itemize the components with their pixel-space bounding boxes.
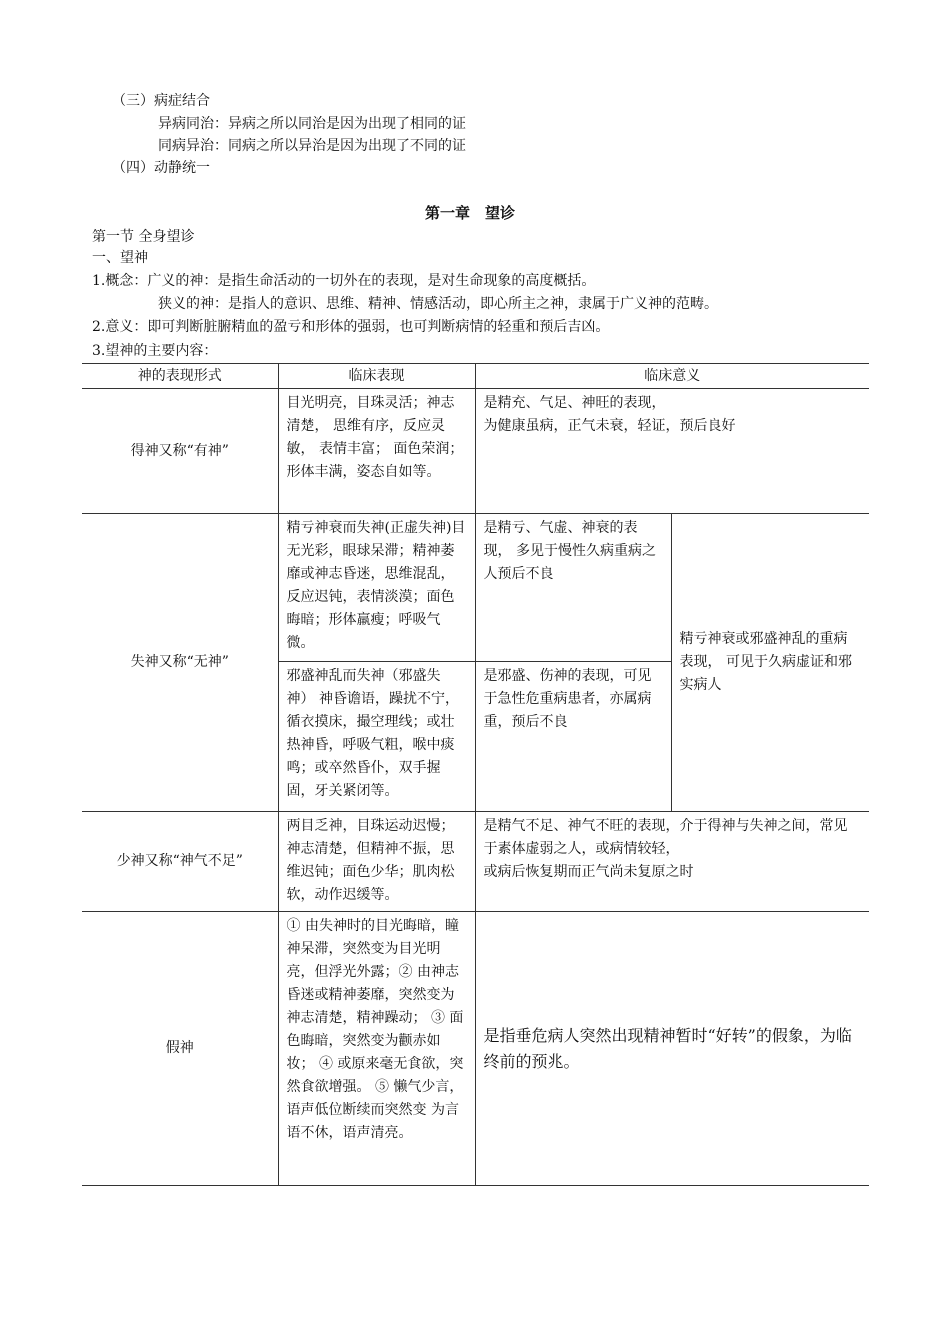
header-meaning: 临床意义	[475, 364, 869, 389]
table-row	[82, 812, 869, 912]
row-form: 得神又称“有神”	[82, 389, 278, 514]
section-title: 第一节 全身望诊	[92, 229, 195, 245]
meaning-line: 2.意义：即可判断脏腑精血的盈亏和形体的强弱，也可判断病情的轻重和预后吉凶。	[92, 319, 610, 335]
sub-title: 一、望神	[92, 250, 148, 266]
row-meaning	[475, 389, 869, 514]
row-form: 少神又称“神气不足”	[82, 812, 278, 912]
row-form: 假神	[82, 912, 278, 1186]
row-clinical: 精亏神衰而失神(正虚失神)目无光彩，眼球呆滞；精神萎靡或神志昏迷，思维混乱，反应迟钝，表情淡漠；面色晦暗；形体羸瘦；呼吸气微。	[278, 514, 475, 662]
row-form: 失神又称“无神”	[82, 514, 278, 812]
row-clinical: 邪盛神乱而失神（邪盛失神） 神昏谵语，躁扰不宁，循衣摸床，撮空理线；或壮热神昏，呼吸气粗，喉中痰鸣；或卒然昏仆，双手握固，牙关紧闭等。	[278, 662, 475, 812]
row-meaning: 是指垂危病人突然出现精神暂时“好转”的假象，为临终前的预兆。	[475, 912, 869, 1186]
row-meaning: 是邪盛、伤神的表现，可见于急性危重病患者，亦属病重，预后不良	[475, 662, 671, 812]
row-meaning	[475, 812, 869, 912]
row-meaning-line-2: 为健康虽病，正气未衰，轻证，预后良好	[483, 418, 736, 434]
content-title: 3.望神的主要内容：	[92, 343, 218, 359]
section-3-line-2: 同病异治：同病之所以异治是因为出现了不同的证	[158, 138, 466, 154]
row-meaning-line-1: 是精充、气足、神旺的表现，	[483, 395, 666, 411]
header-form: 神的表现形式	[82, 364, 278, 389]
table-header-row	[82, 364, 869, 389]
concept-broad: 1.概念：广义的神：是指生命活动的一切外在的表现，是对生命现象的高度概括。	[92, 273, 596, 289]
table-row	[82, 912, 869, 1186]
table-row	[82, 514, 869, 662]
concept-narrow: 狭义的神：是指人的意识、思维、精神、情感活动，即心所主之神，隶属于广义神的范畴。	[158, 296, 718, 312]
row-meaning-common: 精亏神衰或邪盛神乱的重病表现， 可见于久病虚证和邪实病人	[671, 514, 869, 812]
chapter-title: 第一章 望诊	[425, 204, 516, 222]
section-3-line-1: 异病同治：异病之所以同治是因为出现了相同的证	[158, 116, 466, 132]
row-meaning-line-2: 或病后恢复期而正气尚未复原之时	[483, 864, 694, 880]
row-meaning: 是精亏、气虚、神衰的表现， 多见于慢性久病重病之人预后不良	[475, 514, 671, 662]
header-clinical: 临床表现	[278, 364, 475, 389]
row-clinical: 两目乏神，目珠运动迟慢；神志清楚，但精神不振，思维迟钝；面色少华；肌肉松软，动作迟缓等。	[278, 812, 475, 912]
table-row	[82, 389, 869, 514]
row-clinical: ① 由失神时的目光晦暗，瞳神呆滞，突然变为目光明亮，但浮光外露；② 由神志昏迷或精神萎靡，突然变为神志清楚，精神躁动； ③ 面色晦暗，突然变为颧赤如妆； ④ 或原来毫无食欲，突然食欲增强。 ⑤ 懒气少言，语声低位断续而突然变 为言语不休，语声清亮。	[278, 912, 475, 1186]
shen-table	[82, 363, 869, 1186]
section-3-title: （三）病症结合	[112, 93, 210, 109]
row-meaning-line-1: 是精气不足、神气不旺的表现，介于得神与失神之间，常见于素体虚弱之人，或病情较轻，	[483, 818, 848, 857]
row-clinical: 目光明亮，目珠灵活；神志清楚， 思维有序，反应灵敏， 表情丰富； 面色荣润；形体丰满，姿态自如等。	[278, 389, 475, 514]
section-4-title: （四）动静统一	[112, 160, 210, 176]
